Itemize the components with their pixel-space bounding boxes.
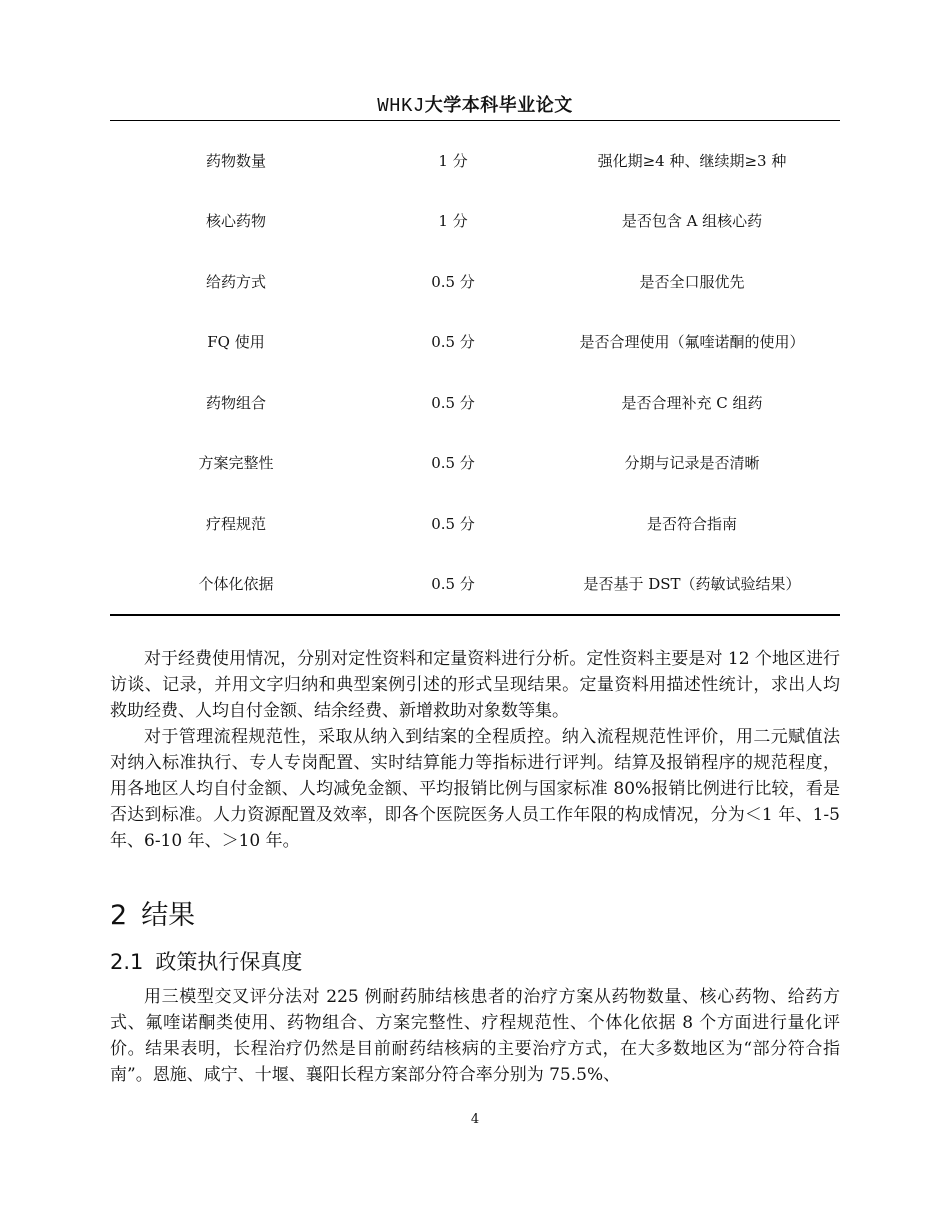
table-cell-criterion: 强化期≥4 种、继续期≥3 种 [597,151,787,170]
header-university-code: WHKJ [377,95,425,117]
table-cell-score: 1 分 [438,212,468,231]
methods-paragraphs [110,646,840,854]
table-cell-criterion: 是否合理使用（氟喹诺酮的使用） [579,333,805,352]
table-cell-item: 给药方式 [205,272,266,291]
section-heading [110,896,195,936]
paragraph-results: 用三模型交叉评分法对 225 例耐药肺结核患者的治疗方案从药物数量、核心药物、给药方式、氟喹诺酮类使用、药物组合、方案完整性、疗程规范性、个体化依据 8 个方面进行量化评价。结果表明，长程治疗仍然是目前耐药结核病的主要治疗方式，在大多数地区为“部分符合指南”。恩施、咸宁、十堰、襄阳长程方案部分符合率分别为 75.5%、 [110,987,840,1085]
table-cell-criterion: 是否包含 A 组核心药 [621,212,763,231]
table-cell-score: 0.5 分 [431,333,475,352]
table-cell-score: 0.5 分 [431,272,475,291]
table-cell-score: 0.5 分 [431,393,475,412]
table-row [110,554,840,615]
table-cell-score: 1 分 [438,151,468,170]
table-cell-criterion: 分期与记录是否清晰 [624,454,760,473]
table-row [110,191,840,252]
running-header [110,88,840,121]
table-cell-score: 0.5 分 [431,575,475,594]
table-cell-score: 0.5 分 [431,514,475,533]
table-cell-criterion: 是否基于 DST（药敏试验结果） [583,575,801,594]
table-row [110,433,840,494]
paragraph-management: 对于管理流程规范性，采取从纳入到结案的全程质控。纳入流程规范性评价，用二元赋值法对纳入标准执行、专人专岗配置、实时结算能力等指标进行评判。结算及报销程序的规范程度，用各地区人均自付金额、人均减免金额、平均报销比例与国家标准 80%报销比例进行比较，看是否达到标准。人力资源配置及效率，即各个医院医务人员工作年限的构成情况，分为＜1 年、1-5 年、6-10 年、＞10 年。 [110,727,840,851]
table-row [110,493,840,554]
subsection-heading [110,945,302,979]
subsection-number: 2.1 [110,950,144,974]
subsection-title: 政策执行保真度 [155,950,303,974]
table-row [110,312,840,373]
section-number: 2 [110,900,128,931]
table-row [110,130,840,191]
table-cell-item: 方案完整性 [198,454,274,473]
running-header-text [377,88,573,122]
header-thesis-label: 大学本科毕业论文 [424,95,573,116]
table-cell-item: 药物组合 [205,393,266,412]
table-cell-score: 0.5 分 [431,454,475,473]
paragraph-funding: 对于经费使用情况，分别对定性资料和定量资料进行分析。定性资料主要是对 12 个地区进行访谈、记录，并用文字归纳和典型案例引述的形式呈现结果。定量资料用描述性统计，求出人均救助经费、人均自付金额、结余经费、新增救助对象数等集。 [110,649,840,721]
table-cell-item: 个体化依据 [198,575,274,594]
table-cell-criterion: 是否符合指南 [646,514,737,533]
table-cell-criterion: 是否合理补充 C 组药 [621,393,763,412]
table-cell-criterion: 是否全口服优先 [639,272,745,291]
table-cell-item: 药物数量 [205,151,266,170]
results-paragraphs [110,984,840,1088]
section-title: 结果 [141,900,196,931]
table-cell-item: FQ 使用 [207,333,265,352]
table-row [110,372,840,433]
page-number: 4 [470,1112,480,1127]
table-row [110,251,840,312]
table-cell-item: 核心药物 [205,212,266,231]
scoring-table [110,130,840,616]
table-cell-item: 疗程规范 [205,514,266,533]
